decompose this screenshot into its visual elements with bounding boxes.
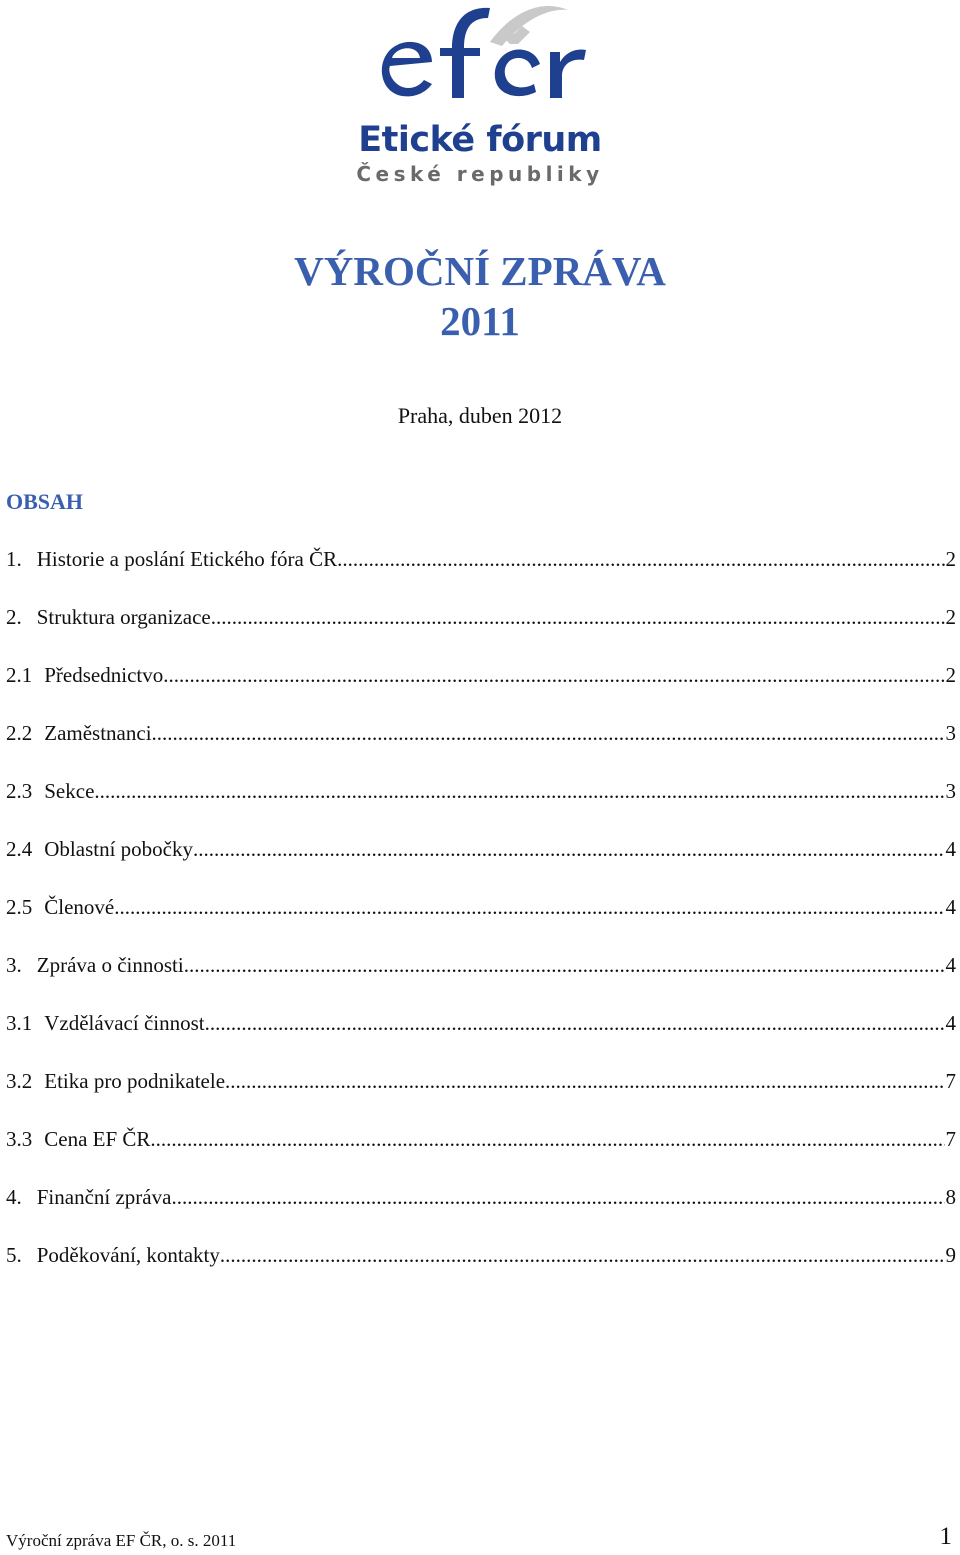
toc-entry[interactable] xyxy=(6,1011,956,1041)
toc-entry-page: 3 xyxy=(945,721,956,745)
toc-entry-page: 4 xyxy=(945,895,956,919)
toc-entry[interactable] xyxy=(6,1185,956,1215)
logo-title: Etické fórum xyxy=(358,120,602,160)
toc-entry-leader-dots xyxy=(220,1243,945,1268)
toc-entry-page: 2 xyxy=(945,663,956,687)
logo-letter-f xyxy=(440,8,490,98)
toc-entry-label: Vzdělávací činnost xyxy=(44,1011,205,1035)
footer-page-number: 1 xyxy=(939,1523,952,1550)
toc-entry-page: 2 xyxy=(945,547,956,571)
toc-entry-number: 2. xyxy=(6,605,22,629)
toc-entry[interactable] xyxy=(6,605,956,635)
toc-entry-number: 3.3 xyxy=(6,1127,33,1151)
toc-entry-leader-dots xyxy=(211,605,945,630)
toc-entry-leader-dots xyxy=(150,1127,944,1152)
toc-entry-leader-dots xyxy=(152,721,945,746)
toc-entry-label: Poděkování, kontakty xyxy=(36,1243,220,1267)
toc-entry-number: 5. xyxy=(6,1243,22,1267)
toc-entry[interactable] xyxy=(6,779,956,809)
logo-letter-e xyxy=(382,42,432,97)
toc-entry-number: 3.2 xyxy=(6,1069,33,1093)
toc-entry-label: Struktura organizace xyxy=(36,605,211,629)
toc-entry-leader-dots xyxy=(114,895,944,920)
toc-entry-number: 4. xyxy=(6,1185,22,1209)
toc-entry-leader-dots xyxy=(225,1069,944,1094)
toc-entry-page: 4 xyxy=(945,837,956,861)
toc-entry-leader-dots xyxy=(163,663,944,688)
footer-text: Výroční zpráva EF ČR, o. s. 2011 xyxy=(6,1531,237,1550)
toc-entry-label: Historie a poslání Etického fóra ČR xyxy=(36,547,338,571)
organization-logo xyxy=(340,0,620,200)
logo-swoosh-accent xyxy=(490,6,568,46)
toc-entry-page: 2 xyxy=(945,605,956,629)
toc-entry-leader-dots xyxy=(193,837,945,862)
logo-subtitle: České republiky xyxy=(356,162,604,186)
toc-entry[interactable] xyxy=(6,837,956,867)
logo-letter-c xyxy=(495,50,540,97)
toc-entry-page: 3 xyxy=(945,779,956,803)
toc-entry[interactable] xyxy=(6,547,956,577)
toc-entry-number: 2.2 xyxy=(6,721,33,745)
toc-entry[interactable] xyxy=(6,663,956,693)
toc-entry-page: 8 xyxy=(945,1185,956,1209)
toc-entry-page: 7 xyxy=(945,1127,956,1151)
efcr-logo-mark xyxy=(340,0,620,120)
toc-entry-label: Zpráva o činnosti xyxy=(36,953,184,977)
logo-letter-r xyxy=(550,50,586,99)
toc-entry-leader-dots xyxy=(171,1185,944,1210)
toc-entry-number: 2.1 xyxy=(6,663,33,687)
toc-entry-page: 4 xyxy=(945,1011,956,1035)
toc-entry[interactable] xyxy=(6,1127,956,1157)
report-place-date: Praha, duben 2012 xyxy=(397,403,563,428)
toc-entry-label: Oblastní pobočky xyxy=(44,837,193,861)
toc-entry-label: Zaměstnanci xyxy=(44,721,152,745)
toc-entry-number: 1. xyxy=(6,547,22,571)
toc-entry[interactable] xyxy=(6,721,956,751)
report-title xyxy=(0,246,960,346)
toc-entry-label: Sekce xyxy=(44,779,95,803)
toc-entry-label: Cena EF ČR xyxy=(44,1127,151,1151)
toc-heading: OBSAH xyxy=(6,489,84,514)
toc-entry[interactable] xyxy=(6,953,956,983)
toc-entry-label: Etika pro podnikatele xyxy=(44,1069,226,1093)
toc-entry-leader-dots xyxy=(205,1011,945,1036)
report-title-line1: VÝROČNÍ ZPRÁVA xyxy=(294,248,666,294)
toc-entry[interactable] xyxy=(6,1069,956,1099)
toc-entry-number: 3.1 xyxy=(6,1011,33,1035)
toc-entry-leader-dots xyxy=(94,779,944,804)
toc-entry-page: 7 xyxy=(945,1069,956,1093)
toc-entry-number: 3. xyxy=(6,953,22,977)
toc-entry-label: Předsednictvo xyxy=(44,663,164,687)
toc-entry-label: Finanční zpráva xyxy=(36,1185,172,1209)
report-title-year: 2011 xyxy=(440,298,520,344)
toc-entry-label: Členové xyxy=(44,895,115,919)
toc-entry-number: 2.4 xyxy=(6,837,33,861)
toc-entry[interactable] xyxy=(6,895,956,925)
toc-entry-number: 2.5 xyxy=(6,895,33,919)
toc-entry-leader-dots xyxy=(184,953,945,978)
toc-entry-page: 9 xyxy=(945,1243,956,1267)
toc-entry[interactable] xyxy=(6,1243,956,1273)
toc-entry-leader-dots xyxy=(337,547,944,572)
toc-entry-number: 2.3 xyxy=(6,779,33,803)
toc-entry-page: 4 xyxy=(945,953,956,977)
